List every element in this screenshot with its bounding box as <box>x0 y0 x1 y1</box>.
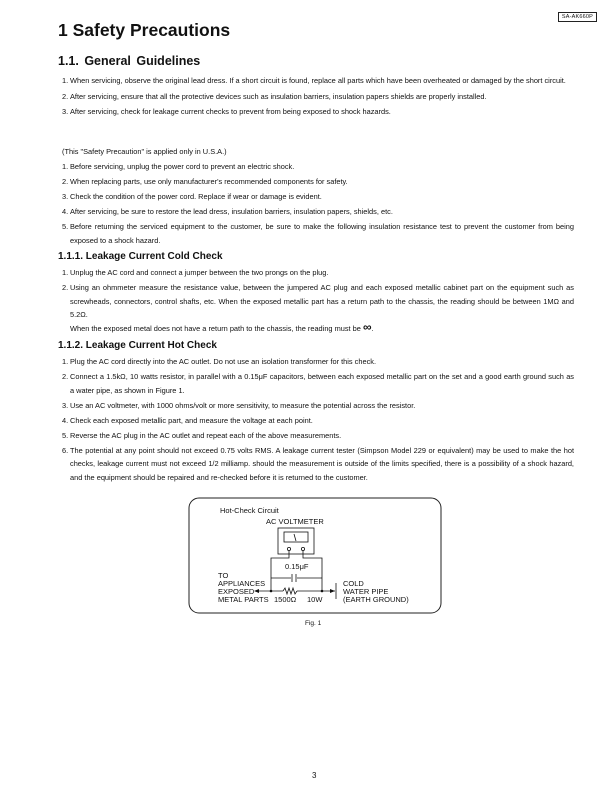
list-item: 4. Check each exposed metallic part, and measure the voltage at each point. <box>62 415 313 425</box>
meter-label: AC VOLTMETER <box>266 517 324 526</box>
capacitor-label: 0.15μF <box>285 562 309 571</box>
arrow-left-icon <box>254 589 259 593</box>
figure-caption: Fig. 1 <box>305 620 322 627</box>
list-item: 1. When servicing, observe the original lead dress. If a short circuit is found, replace all parts which have been overheated or damaged by the short circuit. <box>62 76 566 85</box>
right-label-1: COLD <box>343 579 364 588</box>
list-item: 3. After servicing, check for leakage current checks to prevent from being exposed to shock hazards. <box>62 107 391 116</box>
list-item: 1. Unplug the AC cord and connect a jumper between the two prongs on the plug. <box>62 268 329 277</box>
list-item: 5. Reverse the AC plug in the AC outlet and repeat each of the above measurements. <box>62 430 342 440</box>
infinity-symbol: ∞ <box>362 319 372 334</box>
list-item: 4. After servicing, be sure to restore the lead dress, insulation barriers, insulation papers, shields, etc. <box>62 207 393 217</box>
section-heading-general-guidelines: 1.1. General Guidelines <box>58 54 201 68</box>
list-item: 1. Plug the AC cord directly into the AC outlet. Do not use an isolation transformer for this check. <box>62 357 377 366</box>
arrow-right-icon <box>330 589 335 593</box>
diagram-title: Hot-Check Circuit <box>220 506 279 515</box>
general-guidelines-list <box>62 74 574 119</box>
right-label-3: (EARTH GROUND) <box>343 595 409 604</box>
list-item: 1. Before servicing, unplug the power cord to prevent an electric shock. <box>62 162 295 171</box>
list-item: 2. After servicing, ensure that all the protective devices such as insulation barriers, insulation papers shields are properly installed. <box>62 91 487 101</box>
page-number: 3 <box>312 771 317 780</box>
list-item: 6. The potential at any point should not exceed 0.75 volts RMS. A leakage current tester (Simpson Model 229 or equivalent) may be used to make the hot checks, leakage current must not exceed 1/2 milliamp. should the measurement is outside of the limits specified, there is a possibility of a shock hazard, and the equipment should be repaired and re-checked before it is returned to the customer. <box>62 445 574 482</box>
left-label-4: METAL PARTS <box>218 595 269 604</box>
left-label-1: TO <box>218 571 229 580</box>
list-item: 3. Check the condition of the power cord. Replace if wear or damage is evident. <box>62 192 322 202</box>
voltmeter-terminal-right <box>301 547 304 550</box>
resistor-label: 1500Ω <box>274 595 297 604</box>
list-item: 2. When replacing parts, use only manufacturer's recommended components for safety. <box>62 177 348 187</box>
wattage-label: 10W <box>307 595 323 604</box>
usa-precautions-list <box>62 160 574 247</box>
right-label-2: WATER PIPE <box>343 587 389 596</box>
section-heading-cold-check: 1.1.1. Leakage Current Cold Check <box>58 251 223 262</box>
section-heading-hot-check: 1.1.2. Leakage Current Hot Check <box>58 340 217 351</box>
page-title: 1 Safety Precautions <box>58 20 231 40</box>
model-tag: SA-AK660P <box>558 12 597 22</box>
list-item: 3. Use an AC voltmeter, with 1000 ohms/volt or more sensitivity, to measure the potential across the resistor. <box>62 400 416 410</box>
cold-check-list <box>62 266 574 335</box>
left-label-3: EXPOSED <box>218 587 255 596</box>
left-label-2: APPLIANCES <box>218 579 266 588</box>
hot-check-circuit-diagram <box>188 497 442 614</box>
voltmeter-terminal-left <box>287 547 290 550</box>
hot-check-list <box>62 355 574 484</box>
resistor-zigzag <box>283 588 297 594</box>
list-item: 5. Before returning the serviced equipment to the customer, be sure to make the following insulation resistance test to prevent the customer from being exposed to a shock hazard. <box>62 222 574 245</box>
usa-note: (This "Safety Precaution" is applied only in U.S.A.) <box>62 147 227 156</box>
list-item: 2. Using an ohmmeter measure the resistance value, between the jumpered AC plug and each exposed metallic cabinet part on the equipment such as screwheads, connectors, control shafts, etc. When the exposed metallic part has a return path to the chassis, the reading should be between 1MΩ and 5.2Ω. When the exposed metal does not have a return path to the chassis, the reading must be ∞. <box>62 283 574 334</box>
list-item: 2. Connect a 1.5kΩ, 10 watts resistor, in parallel with a 0.15μF capacitors, between each exposed metallic part on the set and a good earth ground such as a water pipe, as shown in Figure 1. <box>62 372 574 395</box>
